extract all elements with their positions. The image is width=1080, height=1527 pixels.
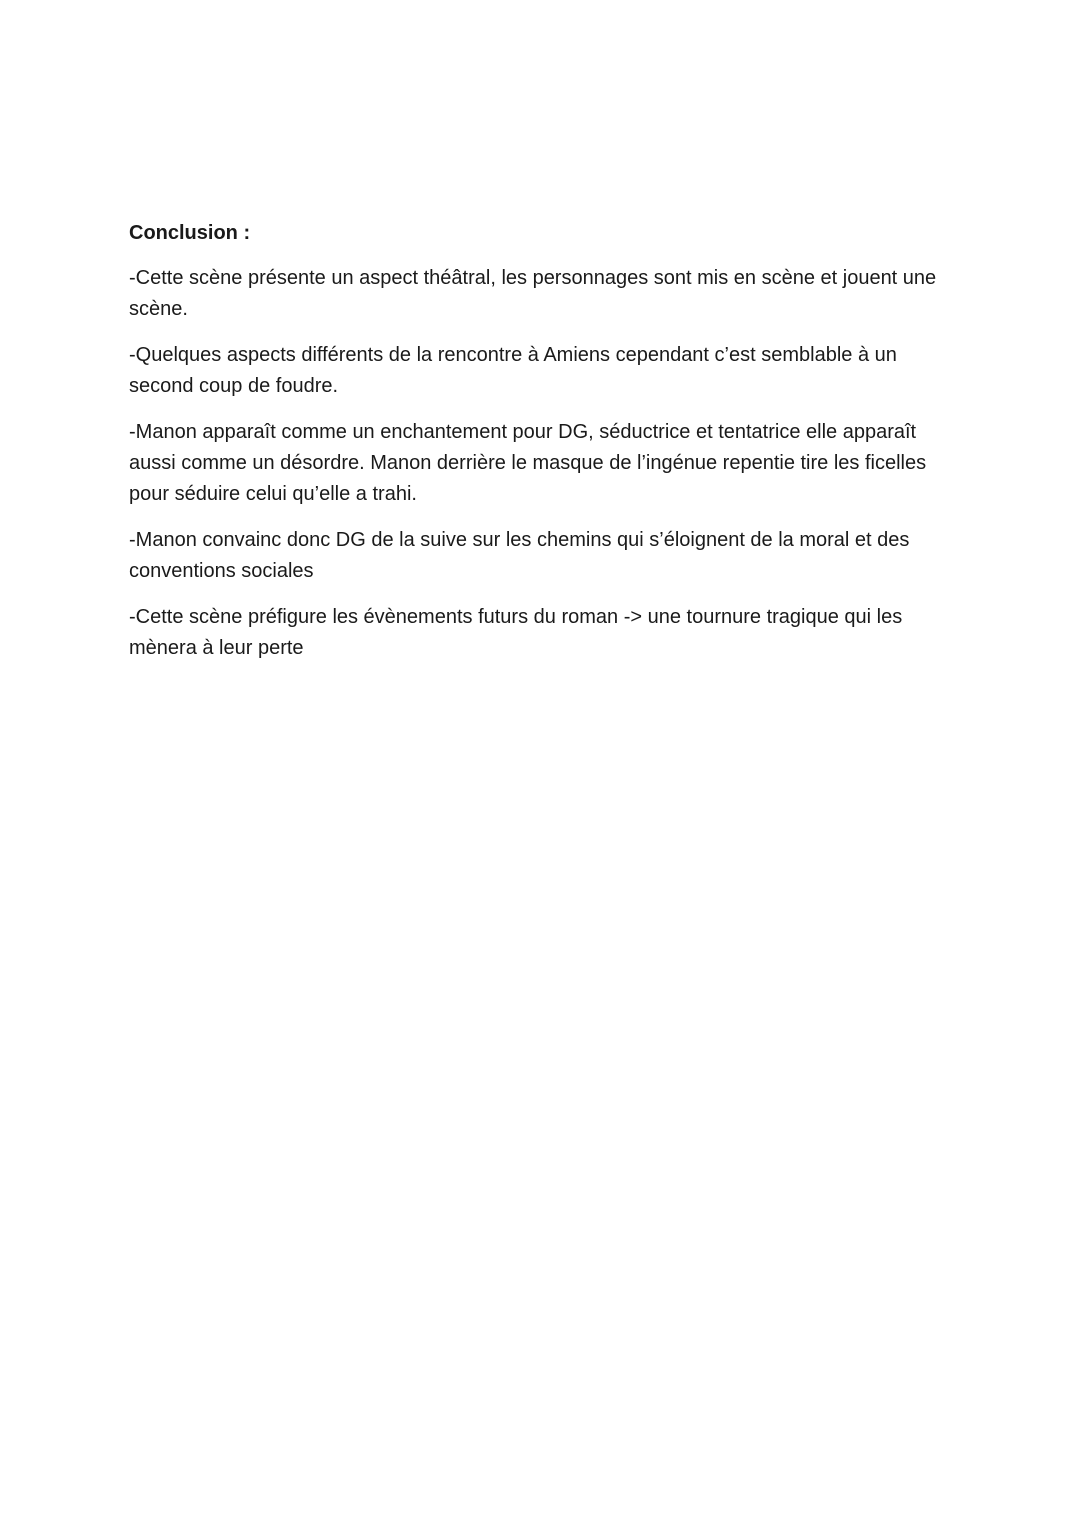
paragraph-1: -Cette scène présente un aspect théâtral, les personnages sont mis en scène et jouent une scène. [129,267,937,320]
paragraph-2: -Quelques aspects différents de la rencontre à Amiens cependant c’est semblable à un second coup de foudre. [129,344,897,397]
paragraph-3: -Manon apparaît comme un enchantement pour DG, séductrice et tentatrice elle apparaît aussi comme un désordre. Manon derrière le masque de l’ingénue repentie tire les ficelles pour séduire celui qu’elle a trahi. [129,421,927,505]
paragraph-4: -Manon convainc donc DG de la suive sur les chemins qui s’éloignent de la moral et des conventions sociales [129,529,910,582]
document-body [129,219,959,679]
section-heading: Conclusion : [129,222,251,244]
paragraph-5: -Cette scène préfigure les évènements futurs du roman -> une tournure tragique qui les mènera à leur perte [129,606,903,659]
